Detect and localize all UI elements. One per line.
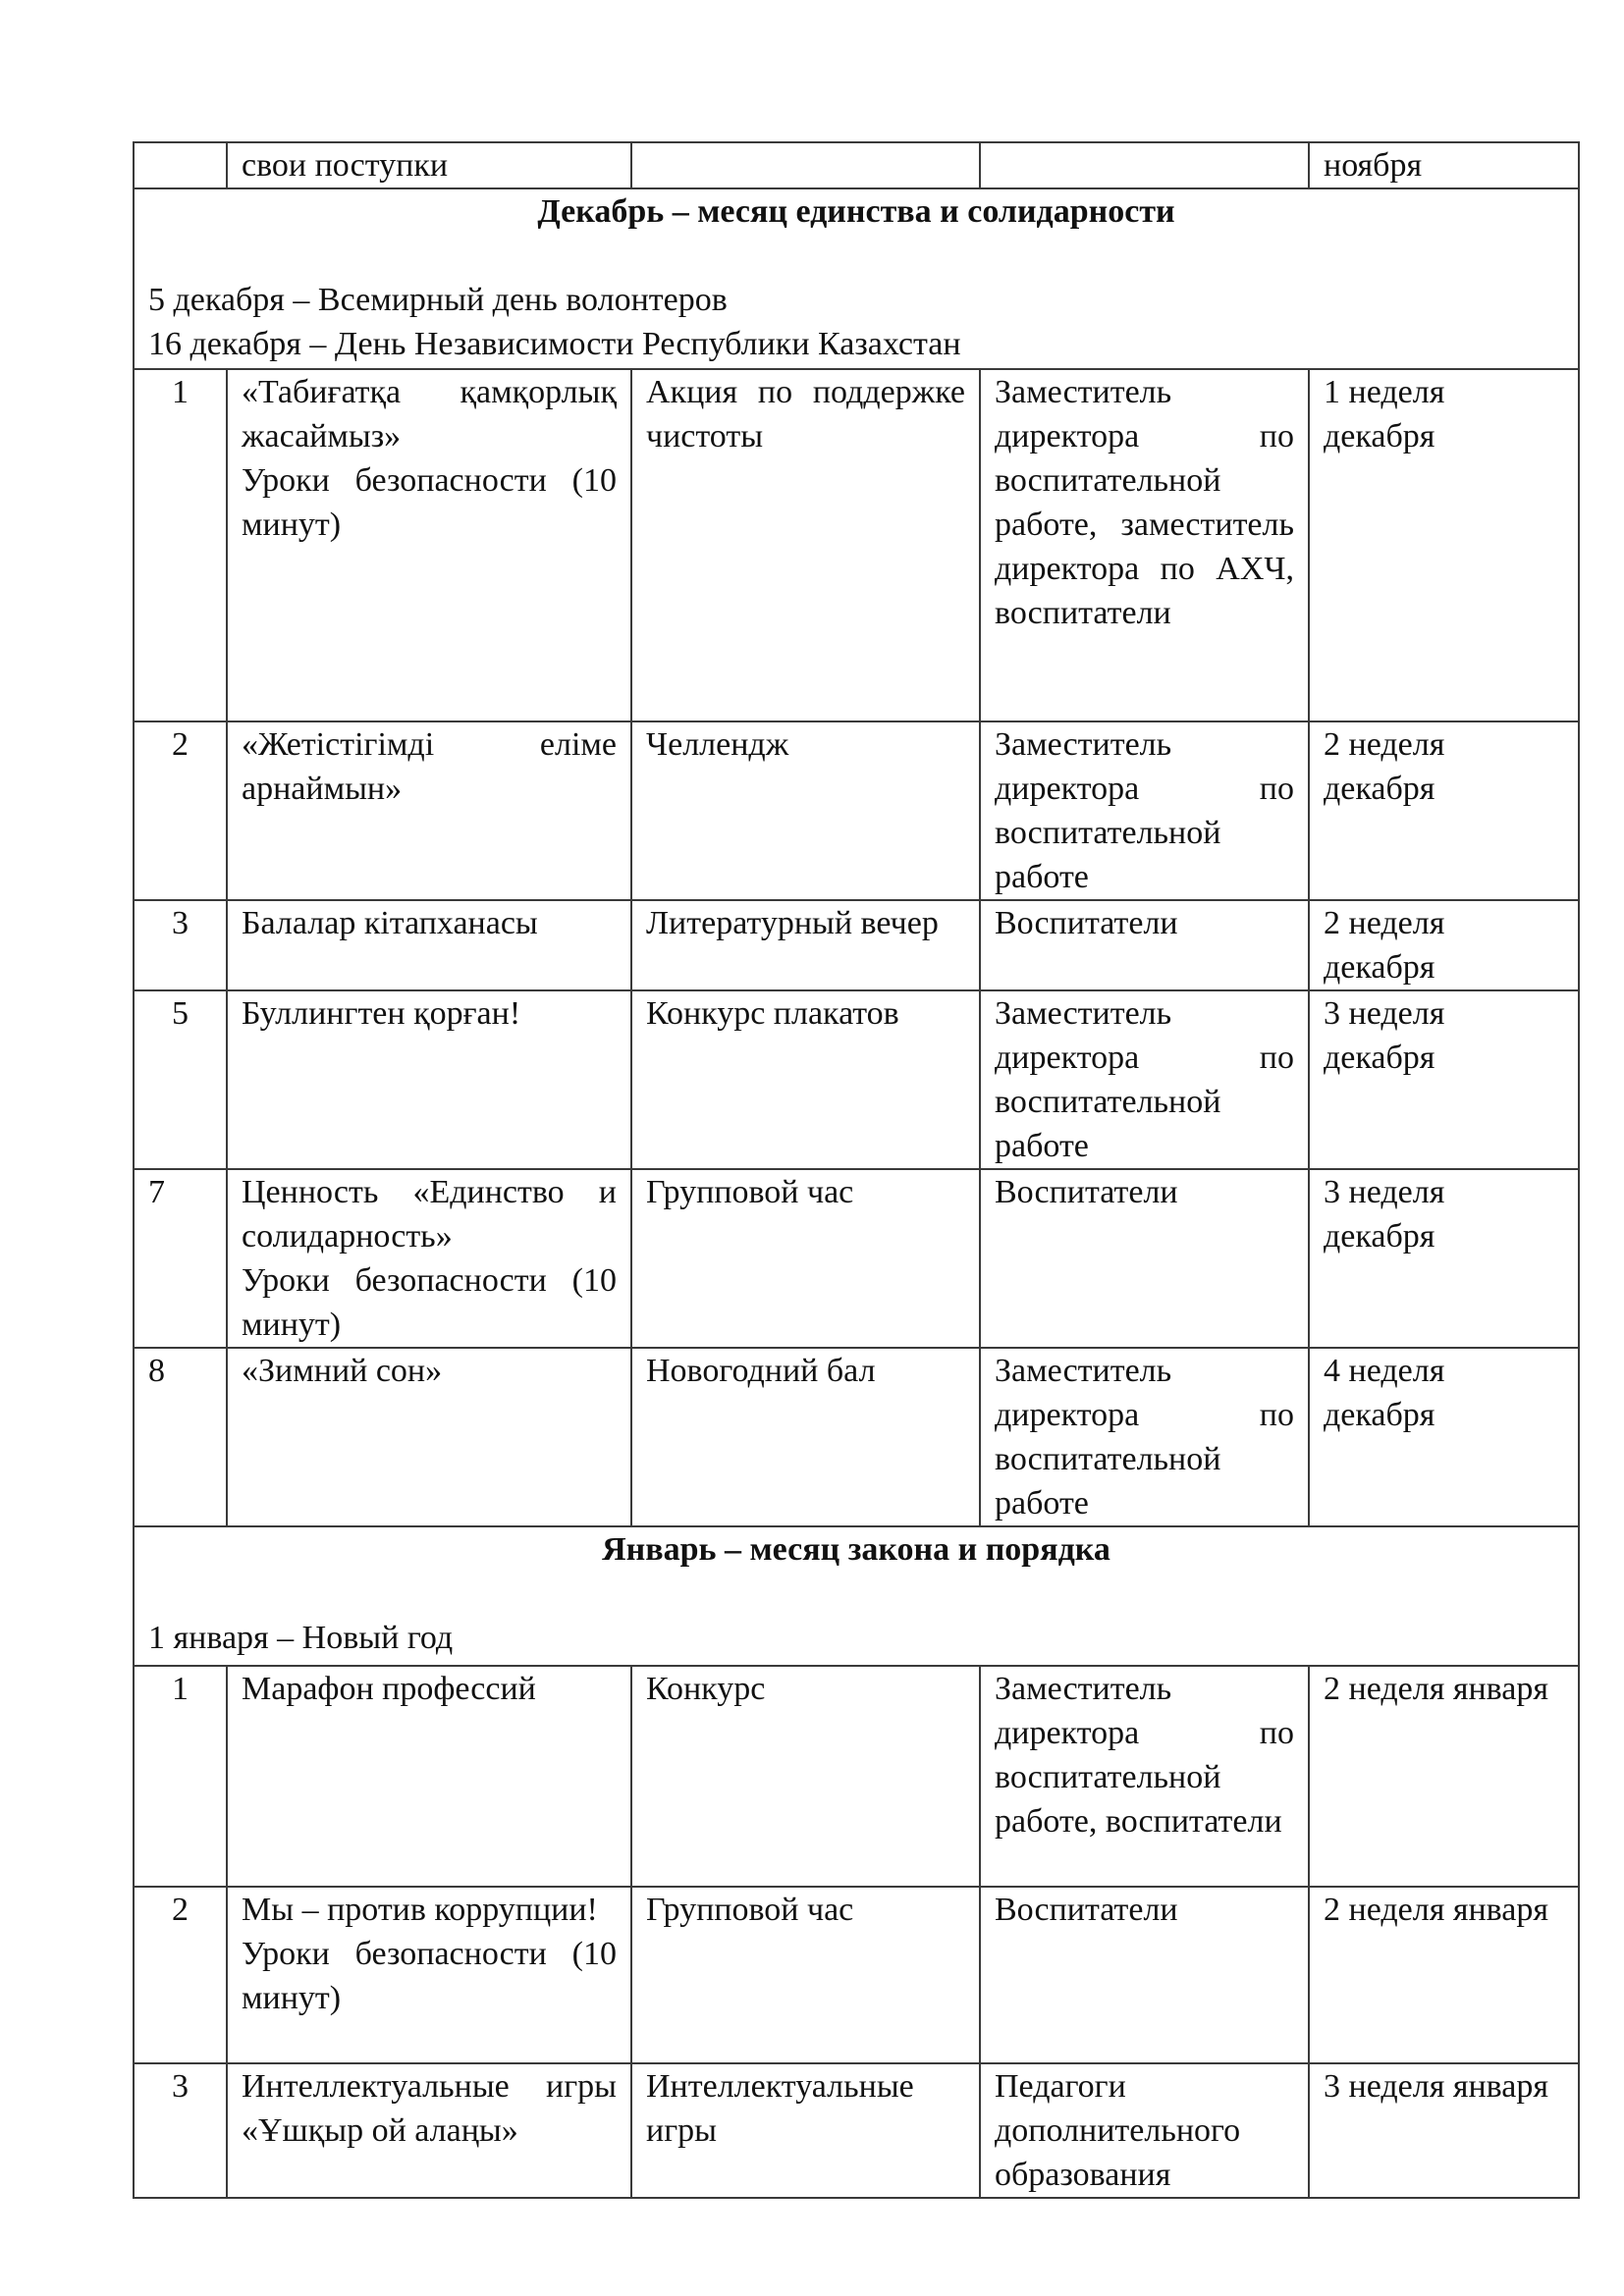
event-plan-table (133, 141, 1580, 2199)
cell-deadline: 2 неделя декабря (1309, 900, 1579, 990)
cell-form: Интеллектуальные игры (631, 2063, 980, 2198)
cell-deadline: 2 неделя января (1309, 1666, 1579, 1887)
cell-event (227, 990, 631, 1169)
cell-responsible: Заместитель директора по воспитательной работе (980, 1348, 1309, 1526)
section-date: 1 января – Новый год (148, 1620, 454, 1656)
section-title: Декабрь – месяц единства и солидарности (537, 193, 1175, 230)
cell-event (227, 1887, 631, 2063)
cell-responsible: Заместитель директора по воспитательной работе (980, 990, 1309, 1169)
cell-form: Конкурс плакатов (631, 990, 980, 1169)
cell-responsible: Заместитель директора по воспитательной работе, воспитатели (980, 1666, 1309, 1887)
cell-event (227, 1348, 631, 1526)
section-title: Январь – месяц закона и порядка (602, 1531, 1110, 1568)
cell-form: Акция по поддержке чистоты (631, 369, 980, 721)
cell-event (227, 721, 631, 900)
cell-responsible: Воспитатели (980, 900, 1309, 990)
cell-deadline: 3 неделя января (1309, 2063, 1579, 2198)
cell-deadline: 2 неделя января (1309, 1887, 1579, 2063)
cell-responsible: Воспитатели (980, 1887, 1309, 2063)
cell-form: Литературный вечер (631, 900, 980, 990)
cell-deadline: 1 неделя декабря (1309, 369, 1579, 721)
section-date: 16 декабря – День Независимости Республики Казахстан (148, 326, 961, 362)
table-row (134, 369, 1579, 721)
event-line: «Жетістігімді еліме арнаймын» (242, 726, 617, 807)
event-line: «Зимний сон» (242, 1353, 443, 1389)
cell-event (227, 900, 631, 990)
event-line: Интеллектуальные игры «Ұшқыр ой алаңы» (242, 2068, 617, 2149)
event-line: «Табиғатқа қамқорлық жасаймыз» (242, 374, 617, 454)
cell-form: Групповой час (631, 1887, 980, 2063)
event-line: Ценность «Единство и солидарность» (242, 1174, 617, 1255)
table-row (134, 1169, 1579, 1348)
table-row (134, 900, 1579, 990)
cell-form: Новогодний бал (631, 1348, 980, 1526)
cell-event: свои поступки (227, 142, 631, 188)
cell-num: 1 (134, 1666, 227, 1887)
event-line: Уроки безопасности (10 минут) (242, 1936, 617, 2016)
event-line: Буллингтен қорған! (242, 995, 521, 1032)
cell-deadline: 3 неделя декабря (1309, 990, 1579, 1169)
cell-event (227, 1666, 631, 1887)
cell-num: 2 (134, 721, 227, 900)
cell-num: 3 (134, 900, 227, 990)
cell-form: Челлендж (631, 721, 980, 900)
section-cell (134, 1526, 1579, 1666)
table-row (134, 1348, 1579, 1526)
table-row-continuation (134, 142, 1579, 188)
section-header-january (134, 1526, 1579, 1666)
cell-responsible: Педагоги дополнительного образования (980, 2063, 1309, 2198)
cell-event (227, 2063, 631, 2198)
cell-num: 5 (134, 990, 227, 1169)
cell-form: Групповой час (631, 1169, 980, 1348)
cell-num: 1 (134, 369, 227, 721)
cell-deadline: 2 неделя декабря (1309, 721, 1579, 900)
cell-responsible (980, 142, 1309, 188)
cell-responsible: Воспитатели (980, 1169, 1309, 1348)
table-row (134, 1887, 1579, 2063)
event-line: Мы – против коррупции! (242, 1892, 598, 1928)
cell-event (227, 1169, 631, 1348)
cell-event (227, 369, 631, 721)
section-cell (134, 188, 1579, 369)
spacer (148, 1572, 1564, 1616)
event-line: Уроки безопасности (10 минут) (242, 462, 617, 543)
cell-responsible: Заместитель директора по воспитательной работе, заместитель директора по АХЧ, воспитатели (980, 369, 1309, 721)
cell-num (134, 142, 227, 188)
table-row (134, 721, 1579, 900)
cell-deadline: 4 неделя декабря (1309, 1348, 1579, 1526)
cell-num: 7 (134, 1169, 227, 1348)
table-row (134, 2063, 1579, 2198)
table-row (134, 1666, 1579, 1887)
table-row (134, 990, 1579, 1169)
cell-responsible: Заместитель директора по воспитательной работе (980, 721, 1309, 900)
cell-form: Конкурс (631, 1666, 980, 1887)
spacer (148, 234, 1564, 278)
cell-num: 8 (134, 1348, 227, 1526)
event-line: Уроки безопасности (10 минут) (242, 1262, 617, 1343)
event-line: Балалар кітапханасы (242, 905, 538, 941)
cell-deadline: ноября (1309, 142, 1579, 188)
cell-form (631, 142, 980, 188)
event-line: Марафон профессий (242, 1671, 536, 1707)
section-header-december (134, 188, 1579, 369)
cell-deadline: 3 неделя декабря (1309, 1169, 1579, 1348)
cell-num: 2 (134, 1887, 227, 2063)
section-date: 5 декабря – Всемирный день волонтеров (148, 282, 728, 318)
cell-num: 3 (134, 2063, 227, 2198)
